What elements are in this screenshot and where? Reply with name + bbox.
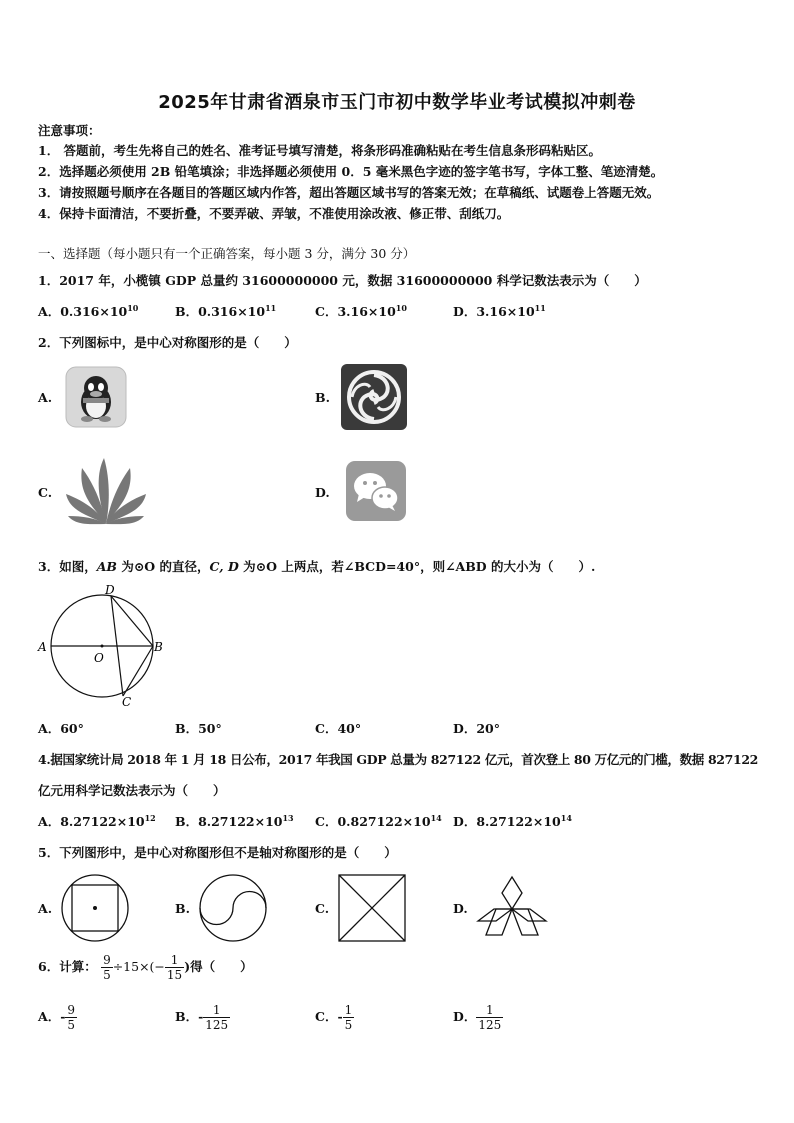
q5-stem: 5．下列图形中，是中心对称图形但不是轴对称图形的是（ ）	[38, 845, 397, 860]
q1-option-c[interactable]: C．$3.16\times 10^{10}$	[315, 302, 407, 319]
q1-option-d[interactable]: D．$3.16\times 10^{11}$	[453, 302, 546, 319]
q3-stem: 3．如图，AB 为⊙O 的直径，C, D 为⊙O 上两点，若∠BCD=40°，则∠ABD 的大小为（ ）.	[38, 559, 596, 574]
q3-circle-diagram	[36, 582, 168, 710]
swirl-logo-icon	[340, 363, 408, 431]
q1-stem: 1．2017 年，小榄镇 GDP 总量约 31600000000 元，数据 31600000000 科学记数法表示为（ ）	[38, 273, 647, 288]
q3-option-b[interactable]: B．50°	[175, 721, 222, 736]
notice-heading: 注意事项：	[38, 123, 101, 138]
q3-option-a[interactable]: A．60°	[38, 721, 84, 736]
circle-square-figure-icon	[60, 873, 130, 943]
q1-option-b[interactable]: B．$0.316\times 10^{11}$	[175, 302, 277, 319]
three-diamonds-figure-icon	[476, 875, 548, 937]
q2-stem: 2．下列图标中，是中心对称图形的是（ ）	[38, 335, 297, 350]
notice-item-1: 1． 答题前，考生先将自己的姓名、准考证号填写清楚，将条形码准确粘贴在考生信息条形码粘贴区。	[38, 143, 602, 158]
q6-frac1-num: 9	[103, 953, 111, 967]
q3-label-d: D	[105, 583, 115, 597]
notice-item-3: 3．请按照题号顺序在各题目的答题区域内作答，超出答题区域书写的答案无效；在草稿纸、试题卷上答题无效。	[38, 185, 660, 200]
q5-option-d[interactable]: D.	[453, 901, 468, 916]
section-heading: 一、选择题（每小题只有一个正确答案，每小题 3 分，满分 30 分）	[38, 246, 416, 261]
page-title: 2025年甘肃省酒泉市玉门市初中数学毕业考试模拟冲刺卷	[158, 92, 636, 113]
q4-option-a[interactable]: A．$8.27122\times 10^{12}$	[38, 812, 156, 829]
q4-option-b[interactable]: B．$8.27122\times 10^{13}$	[175, 812, 294, 829]
q5-option-c[interactable]: C.	[315, 901, 330, 916]
wechat-icon	[345, 460, 407, 522]
q3-label-o: O	[94, 651, 104, 665]
huawei-petals-icon	[64, 454, 148, 528]
q6-option-b[interactable]: B．- $\frac{1}{125}$	[175, 1003, 229, 1032]
q6-option-a[interactable]: A．- $\frac{9}{5}$	[38, 1003, 76, 1032]
qq-penguin-icon	[65, 366, 127, 428]
q4-option-d[interactable]: D．$8.27122\times 10^{14}$	[453, 812, 572, 829]
q3-label-c: C	[122, 695, 132, 709]
q3-label-a: A	[38, 640, 47, 654]
q3-label-b: B	[154, 640, 163, 654]
q6-stem: 6．计算： $\frac{9}{5}$ ÷15×(− $\frac{1}{15}$ )得（ ）	[38, 953, 253, 982]
q5-option-a[interactable]: A.	[38, 901, 53, 916]
q2-option-d[interactable]: D.	[315, 485, 330, 500]
q1-option-a[interactable]: A．$0.316\times 10^{10}$	[38, 302, 139, 319]
q2-option-a[interactable]: A.	[38, 390, 53, 405]
q6-frac2-num: 1	[165, 953, 184, 968]
notice-item-2: 2．选择题必须使用 2B 铅笔填涂；非选择题必须使用 0．5 毫米黑色字迹的签字笔书写，字体工整、笔迹清楚。	[38, 164, 664, 179]
q6-frac1-den: 5	[103, 968, 111, 982]
q2-option-c[interactable]: C.	[38, 485, 53, 500]
taiji-curve-figure-icon	[198, 873, 268, 943]
notice-item-4: 4．保持卡面清洁，不要折叠，不要弄破、弄皱，不准使用涂改液、修正带、刮纸刀。	[38, 206, 510, 221]
square-diagonals-figure-icon	[337, 873, 407, 943]
q4-stem-line1: 4.据国家统计局 2018 年 1 月 18 日公布，2017 年我国 GDP 总量为 827122 亿元，首次登上 80 万亿元的门槛，数据 827122	[38, 752, 759, 767]
q4-stem-line2: 亿元用科学记数法表示为（ ）	[38, 783, 226, 798]
q6-frac2-den: 15	[166, 968, 183, 982]
q6-option-c[interactable]: C．- $\frac{1}{5}$	[315, 1003, 353, 1032]
q3-option-d[interactable]: D．20°	[453, 721, 500, 736]
q5-option-b[interactable]: B.	[175, 901, 190, 916]
q4-option-c[interactable]: C．$0.827122\times 10^{14}$	[315, 812, 442, 829]
q6-option-d[interactable]: D． $\frac{1}{125}$	[453, 1003, 502, 1032]
q3-option-c[interactable]: C．40°	[315, 721, 362, 736]
q2-option-b[interactable]: B.	[315, 390, 330, 405]
